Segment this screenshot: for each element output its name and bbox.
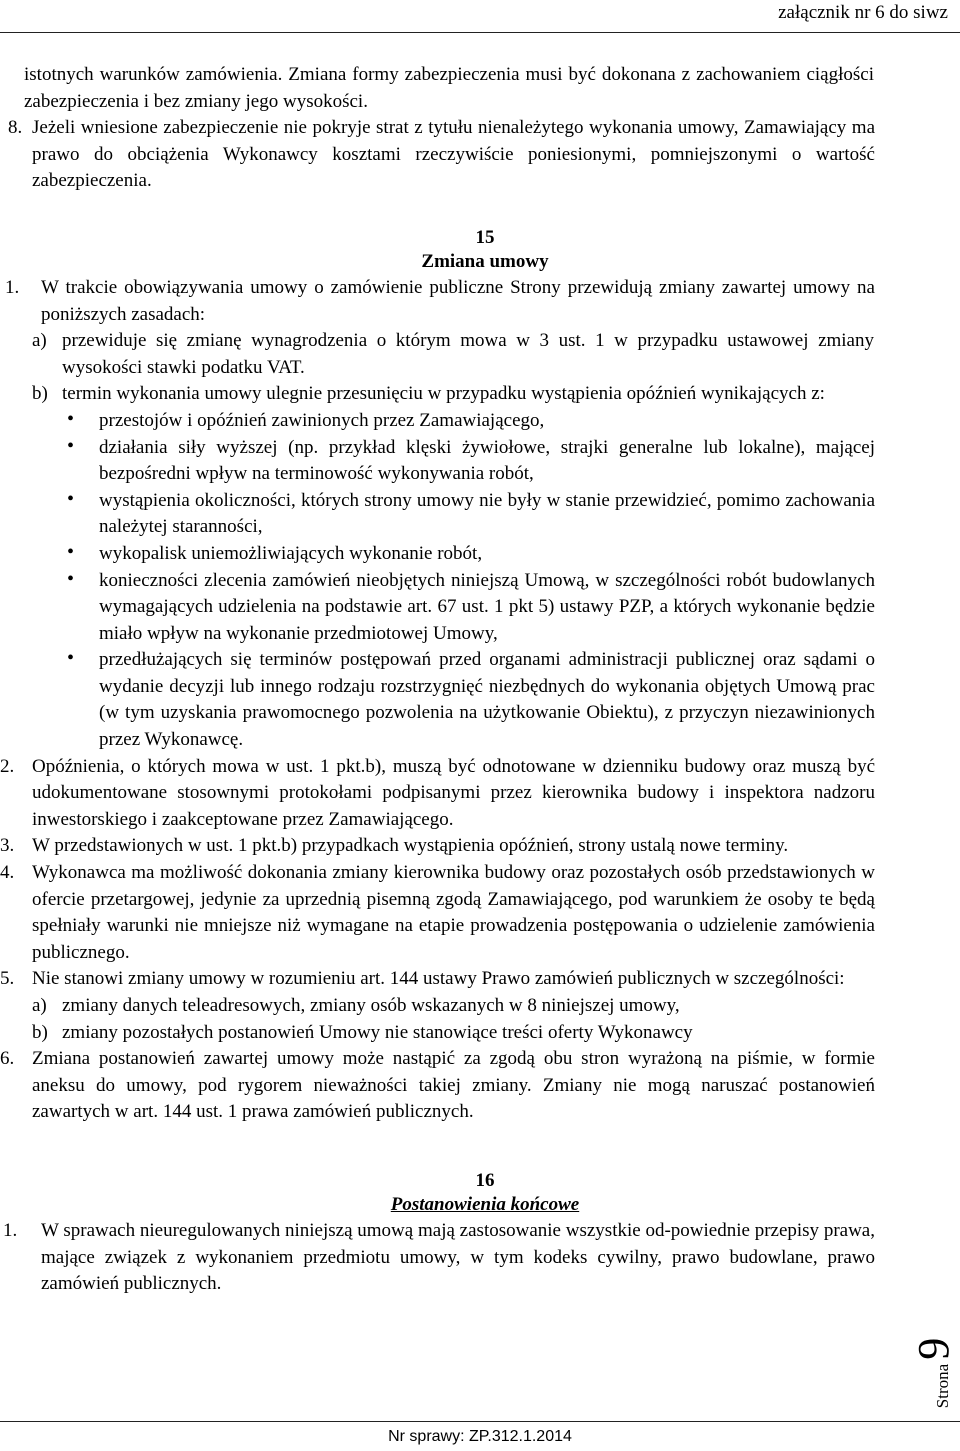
s15-item-5a: a) zmiany danych teleadresowych, zmiany osób wskazanych w 8 niniejszej umowy, <box>32 995 680 1016</box>
item-8-label: 8. <box>8 117 23 139</box>
s15-item-1b: b) termin wykonania umowy ulegnie przesunięciu w przypadku wystąpienia opóźnień wynikających z: <box>32 383 825 405</box>
s15-item-2: 2. Opóźnienia, o których mowa w ust. 1 pkt.b), muszą być odnotowane w dzienniku budowy oraz muszą być udokumentowane stosownymi protokołami podpisanymi przez kierownika budowy i inspektora nadzoru inwestorskiego i zaakceptowane przez Zamawiającego. <box>0 755 875 830</box>
document-body <box>0 62 960 1298</box>
section-16-number: 16 <box>475 1169 495 1191</box>
list-item: • wykopalisk uniemożliwiających wykonanie robót, <box>67 540 483 564</box>
list-item: • działania siły wyższej (np. przykład klęski żywiołowe, strajki generalne lub lokalne), mającej bezpośredni wpływ na terminowość wykonywania robót, <box>67 434 875 485</box>
bullet-icon: • <box>67 647 75 670</box>
footer-divider <box>0 1421 960 1422</box>
list-item: • konieczności zlecenia zamówień nieobjętych niniejszą Umową, w szczególności robót budowlanych wymagających udzielenia na podstawie art. 67 ust. 1 pkt 5) ustawy PZP, a których wykonanie będzie miało wpływ na wykonanie przedmiotowej Umowy, <box>67 567 875 644</box>
s15-item-1: 1. W trakcie obowiązywania umowy o zamówienie publiczne Strony przewidują zmiany zawartej umowy na poniższych zasadach: <box>5 276 875 325</box>
s16-item-1: 1. W sprawach nieuregulowanych niniejszą umową mają zastosowanie wszystkie od-powiednie przepisy prawa, mające związek z wykonaniem przedmiotu umowy, w tym kodeks cywilny, prawo budowlane, prawo zamówień publicznych. <box>3 1219 875 1295</box>
footer-case-number: Nr sprawy: ZP.312.1.2014 <box>388 1428 572 1445</box>
header-text: załącznik nr 6 do siwz <box>778 2 948 23</box>
s15-item-5b: b) zmiany pozostałych postanowień Umowy nie stanowiące treści oferty Wykonawcy <box>32 1021 693 1043</box>
bullet-icon: • <box>67 434 75 457</box>
bullet-icon: • <box>67 567 75 590</box>
s15-item-4: 4. Wykonawca ma możliwość dokonania zmiany kierownika budowy oraz pozostałych osób przedstawionych w ofercie przetargowej, jedynie za uprzednią pisemną zgodą Zamawiającego, pod warunkiem że osoby te będą spełniały warunki nie mniejsze niż wymagane na etapie prowadzenia postępowania o udzielenie zamówienia publicznego. <box>0 862 875 963</box>
bullet-icon: • <box>67 540 75 563</box>
s15-item-5: 5. Nie stanowi zmiany umowy w rozumieniu art. 144 ustawy Prawo zamówień publicznych w szczególności: <box>0 968 845 990</box>
s15-item-3: 3. W przedstawionych w ust. 1 pkt.b) przypadkach wystąpienia opóźnień, strony ustalą nowe terminy. <box>0 835 789 857</box>
item-8 <box>8 115 875 195</box>
section-16-title: Postanowienia końcowe <box>390 1193 580 1215</box>
page-number: 9 <box>909 1337 958 1360</box>
page-label: Strona <box>933 1363 952 1409</box>
intro-paragraph: istotnych warunków zamówienia. Zmiana formy zabezpieczenia musi być dokonana z zachowaniem ciągłości zabezpieczenia i bez zmiany jego wysokości. <box>24 64 874 112</box>
bullet-icon: • <box>67 487 75 510</box>
page-number-side <box>910 1318 958 1428</box>
s15-item-1a: a) przewiduje się zmianę wynagrodzenia o którym mowa w 3 ust. 1 w przypadku ustawowej zmiany wysokości stawki podatku VAT. <box>32 330 874 378</box>
section-15-number: 15 <box>475 226 495 248</box>
s15-item-6: 6. Zmiana postanowień zawartej umowy może nastąpić za zgodą obu stron wyrażoną na piśmie, w formie aneksu do umowy, pod rygorem nieważności takiej zmiany. Zmiany nie mogą naruszać postanowień zawartych w art. 144 ust. 1 prawa zamówień publicznych. <box>0 1048 875 1123</box>
list-item: • wystąpienia okoliczności, których strony umowy nie były w stanie przewidzieć, pomimo zachowania należytej staranności, <box>67 487 875 538</box>
section-15-title: Zmiana umowy <box>421 250 549 272</box>
list-item: • przedłużających się terminów postępowań przed organami administracji publicznej oraz sądami o wydanie decyzji lub innego rodzaju rozstrzygnięć niezbędnych do wykonania objętych Umową prac (w tym uzyskania prawomocnego pozwolenia na użytkowanie Obiektu), z przyczyn niezawinionych przez Wykonawcę. <box>67 647 875 751</box>
item-8-text: Jeżeli wniesione zabezpieczenie nie pokryje strat z tytułu nienależytego wykonania umowy, Zamawiający ma prawo do obciążenia Wykonawcy kosztami rzeczywiście poniesionymi, pomniejszonymi o wartość zabezpieczenia. <box>32 117 875 192</box>
bullet-icon: • <box>67 407 75 430</box>
list-item: • przestojów i opóźnień zawinionych przez Zamawiającego, <box>67 407 545 431</box>
header-divider <box>0 32 960 33</box>
